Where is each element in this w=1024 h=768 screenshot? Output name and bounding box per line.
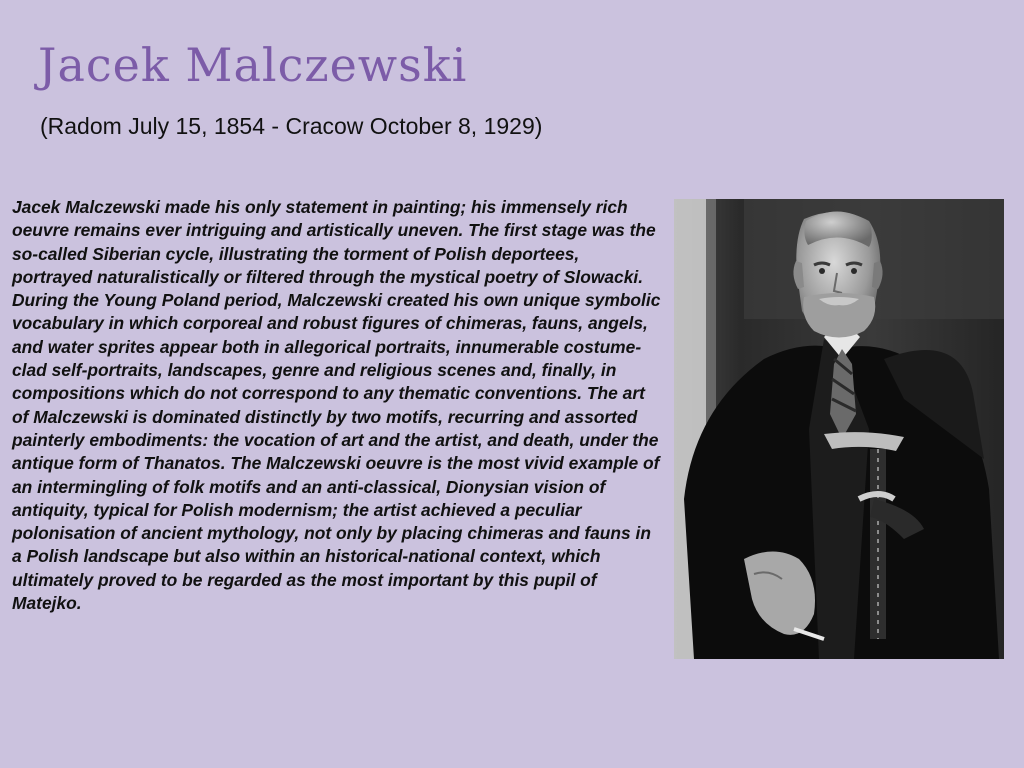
portrait-photo [674,199,1004,659]
slide-subtitle: (Radom July 15, 1854 - Cracow October 8, 1929) [40,113,543,139]
portrait-illustration [674,199,1004,659]
slide-title: Jacek Malczewski [38,38,468,92]
slide-body-text: Jacek Malczewski made his only statement in painting; his immensely rich oeuvre remains ever intriguing and artistically uneven. The first stage was the so-called Siberian cycle, illustrating the torment of Polish deportees, portrayed naturalistically or filtered through the mystical poetry of Slowacki. During the Young Poland period, Malczewski created his own unique symbolic vocabulary in which corporeal and robust figures of chimeras, fauns, angels, and water sprites appear both in allegorical portraits, innumerable costume-clad self-portraits, landscapes, genre and religious scenes and, finally, in compositions which do not correspond to any thematic conventions. The art of Malczewski is dominated distinctly by two motifs, recurring and assorted painterly embodiments: the vocation of art and the artist, and death, under the antique form of Thanatos. The Malczewski oeuvre is the most vivid example of an intermingling of folk motifs and an anti-classical, Dionysian vision of antiquity, typical for Polish modernism; the artist achieved a peculiar polonisation of ancient mythology, not only by placing chimeras and fauns in a Polish landscape but also within an historical-national context, which ultimately proved to be regarded as the most important by this pupil of Matejko. [12,197,661,614]
